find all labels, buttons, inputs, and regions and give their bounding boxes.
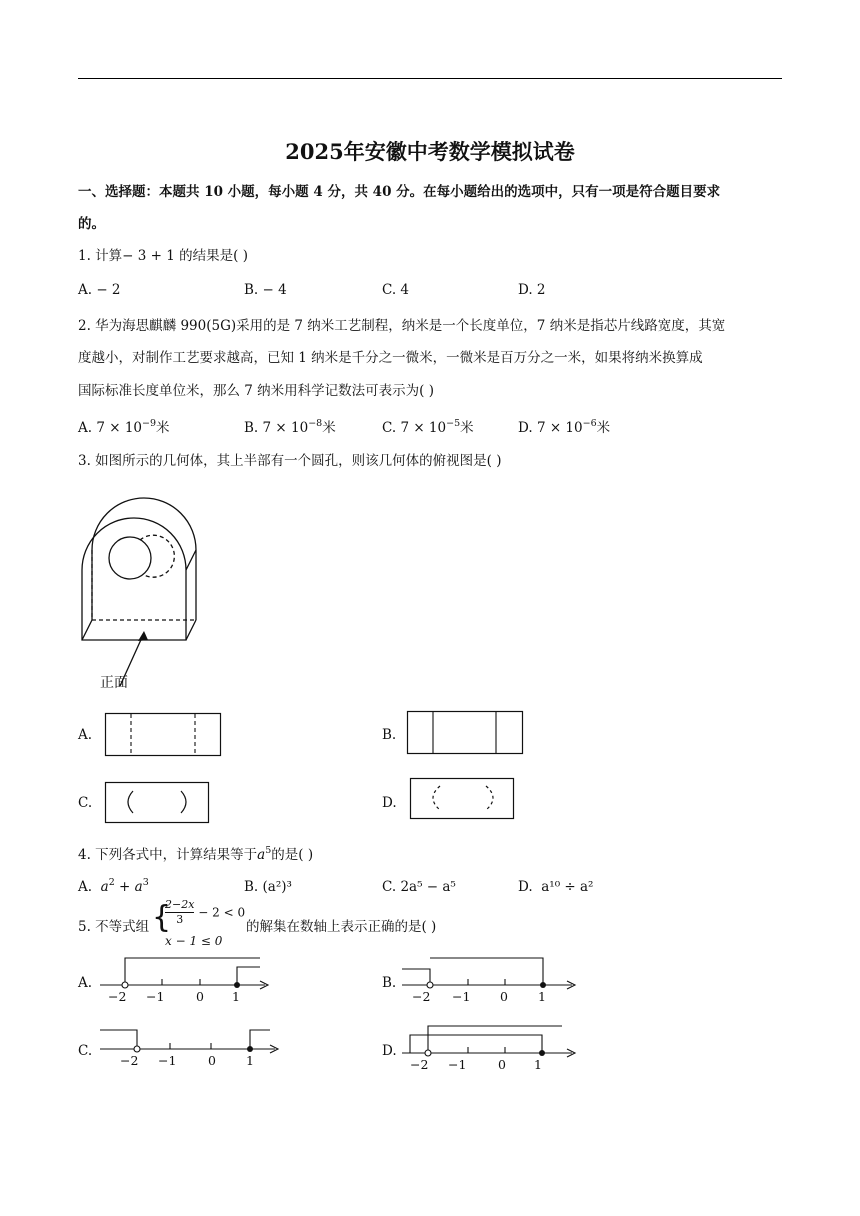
q5-option-b-label[interactable]: B. (382, 975, 397, 991)
system-rest-1: − 2 < 0 (198, 905, 246, 920)
q4-option-c[interactable]: C. 2a⁵ − a⁵ (382, 879, 456, 895)
q4-option-b[interactable]: B. (a²)³ (244, 879, 292, 895)
q3-option-a-figure[interactable] (105, 713, 221, 757)
q1-option-d[interactable]: D. 2 (518, 282, 546, 298)
section-heading-line2: 的。 (78, 216, 105, 232)
q3-option-c-figure[interactable] (105, 782, 211, 826)
system-line-1 (165, 898, 245, 927)
header-rule (78, 78, 782, 79)
q3-option-a-label[interactable]: A. (78, 727, 93, 743)
q1-option-b[interactable]: B. − 4 (244, 282, 287, 298)
section-heading-line1: 一、选择题：本题共 10 小题，每小题 4 分，共 40 分。在每小题给出的选项中，只有一项是符合题目要求 (78, 184, 721, 200)
q3-option-b-figure[interactable] (407, 711, 523, 755)
system-line-2: x − 1 ≤ 0 (165, 934, 223, 948)
question-1-stem: 1. 计算− 3 + 1 的结果是( ) (78, 248, 248, 264)
q5-option-a-label[interactable]: A. (78, 975, 93, 991)
system-fraction-numerator: 2−2x (165, 898, 195, 911)
q1-option-c[interactable]: C. 4 (382, 282, 410, 298)
question-5-stem-prefix: 5. 不等式组 (78, 919, 150, 935)
question-2-line3: 国际标准长度单位米，那么 7 纳米用科学记数法可表示为( ) (78, 383, 434, 399)
question-3-stem: 3. 如图所示的几何体，其上半部有一个圆孔，则该几何体的俯视图是( ) (78, 453, 502, 469)
q2-option-a[interactable]: A. $7 \times 10^{-9}$米 (78, 418, 170, 436)
system-fraction-denominator: 3 (176, 913, 184, 926)
q5-option-d-number-line[interactable] (402, 1022, 582, 1072)
q3-option-c-label[interactable]: C. (78, 795, 93, 811)
question-2-line1: 2. 华为海思麒麟 990(5G)采用的是 7 纳米工艺制程，纳米是一个长度单位，7 纳米是指芯片线路宽度，其宽 (78, 318, 726, 334)
q4-option-a[interactable]: A. $a^2 + a^3$ (78, 877, 149, 895)
q2-option-b[interactable]: B. $7 \times 10^{-8}$米 (244, 418, 336, 436)
q3-option-b-label[interactable]: B. (382, 727, 397, 743)
front-face-label: 正面 (100, 675, 128, 691)
q3-solid-figure (78, 490, 208, 700)
question-5-stem-suffix: 的解集在数轴上表示正确的是( ) (246, 919, 437, 935)
question-2-line2: 度越小，对制作工艺要求越高，已知 1 纳米是千分之一微米，一微米是百万分之一米，如果将纳米换算成 (78, 350, 703, 366)
q2-option-c[interactable]: C. $7 \times 10^{-5}$米 (382, 418, 474, 436)
q2-option-d[interactable]: D. $7 \times 10^{-6}$米 (518, 418, 611, 436)
q3-option-d-figure[interactable] (410, 778, 516, 822)
q5-option-c-label[interactable]: C. (78, 1043, 93, 1059)
system-brace: { (152, 900, 172, 935)
q4-option-d[interactable]: D. a¹⁰ ÷ a² (518, 879, 594, 895)
q5-option-d-label[interactable]: D. (382, 1043, 397, 1059)
page-title: 2025年安徽中考数学模拟试卷 (285, 139, 575, 164)
question-4-stem: 4. 下列各式中，计算结果等于$a^5$的是( ) (78, 845, 314, 863)
q1-option-a[interactable]: A. − 2 (78, 282, 121, 298)
q3-option-d-label[interactable]: D. (382, 795, 397, 811)
